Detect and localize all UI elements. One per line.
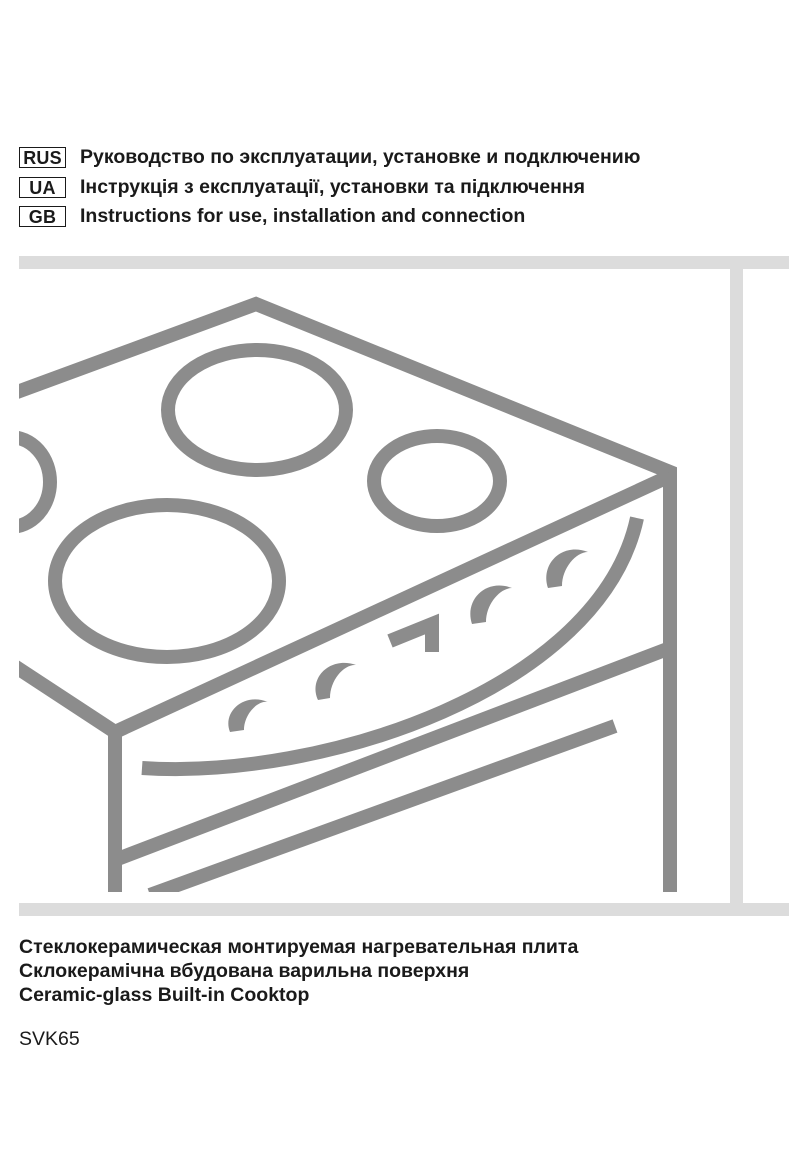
manual-title-gb: Instructions for use, installation and connection xyxy=(80,204,526,227)
burner-front-large-icon xyxy=(55,505,279,657)
language-code-gb: GB xyxy=(19,206,66,227)
product-title-ua: Склокерамічна вбудована варильна поверхня xyxy=(19,960,470,982)
burner-left-partial-icon xyxy=(0,437,50,527)
knob-3-icon xyxy=(470,586,512,624)
manual-title-rus: Руководство по эксплуатации, установке и подключению xyxy=(80,145,641,168)
knob-2-icon xyxy=(316,663,356,700)
product-title-ru: Стеклокерамическая монтируемая нагревательная плита xyxy=(19,936,579,958)
model-number: SVK65 xyxy=(19,1028,80,1050)
frame-bottom-bar xyxy=(19,903,789,916)
frame-right-bar xyxy=(730,269,743,903)
burner-back-center-icon xyxy=(168,350,346,470)
panel-divider xyxy=(115,648,670,860)
cooktop-drawing xyxy=(0,304,670,900)
knob-4-icon xyxy=(546,550,588,588)
frame-top-bar xyxy=(19,256,789,269)
product-title-en: Ceramic-glass Built-in Cooktop xyxy=(19,984,310,1006)
knob-1-icon xyxy=(228,699,268,732)
display-icon xyxy=(390,624,432,652)
language-code-rus: RUS xyxy=(19,147,66,168)
manual-title-ua: Інструкція з експлуатації, установки та підключення xyxy=(80,175,586,198)
cooktop-top-edge xyxy=(0,304,670,900)
burner-back-right-icon xyxy=(374,436,500,526)
language-code-ua: UA xyxy=(19,177,66,198)
